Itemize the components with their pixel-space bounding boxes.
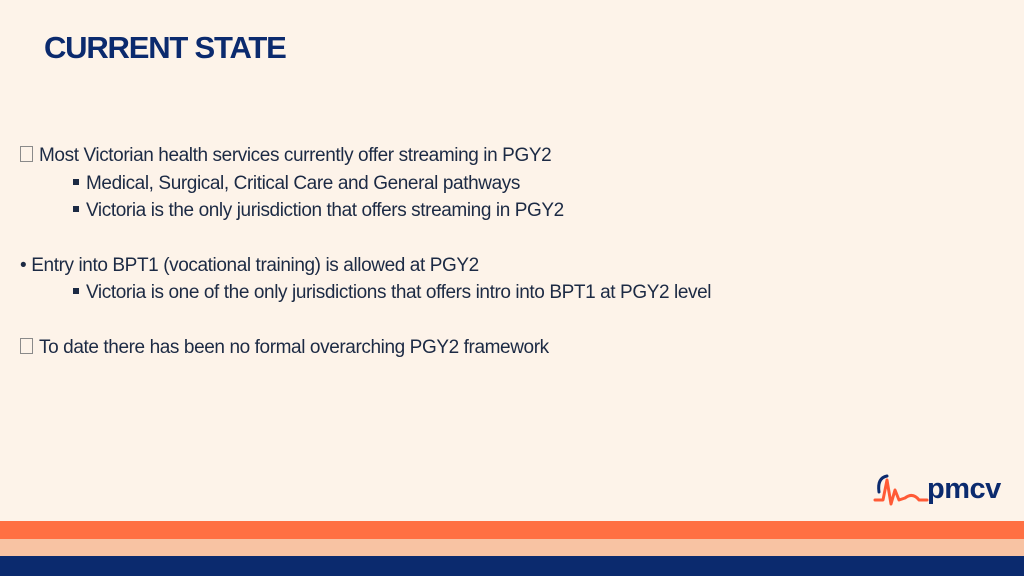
square-bullet-icon (73, 206, 79, 212)
sub-bullet-text: Medical, Surgical, Critical Care and General pathways (86, 173, 520, 194)
pulse-wave-icon (873, 470, 929, 510)
bullet-text: Entry into BPT1 (vocational training) is allowed at PGY2 (31, 255, 479, 276)
footer-stripe-orange (0, 521, 1024, 539)
missing-glyph-bullet-icon (20, 338, 33, 354)
missing-glyph-bullet-icon (20, 146, 33, 162)
slide-title: CURRENT STATE (44, 30, 286, 65)
sub-bullet-text: Victoria is the only jurisdiction that offers streaming in PGY2 (86, 200, 564, 221)
bullet-item-1 (20, 143, 551, 169)
footer-stripe-navy (0, 556, 1024, 576)
bullet-item-2 (20, 253, 479, 279)
bullet-text: Most Victorian health services currently offer streaming in PGY2 (39, 145, 552, 166)
logo-text: pmcv (927, 473, 1001, 505)
square-bullet-icon (73, 179, 79, 185)
sub-bullet-item (73, 198, 564, 224)
sub-bullet-item (73, 280, 711, 306)
dot-bullet-icon: • (20, 255, 27, 276)
square-bullet-icon (73, 288, 79, 294)
sub-bullet-item (73, 171, 520, 197)
pmcv-logo (873, 470, 1008, 510)
bullet-item-3 (20, 335, 549, 361)
bullet-text: To date there has been no formal overarching PGY2 framework (39, 337, 549, 358)
sub-bullet-text: Victoria is one of the only jurisdictions that offers intro into BPT1 at PGY2 level (86, 282, 712, 303)
footer-stripe-peach (0, 539, 1024, 556)
